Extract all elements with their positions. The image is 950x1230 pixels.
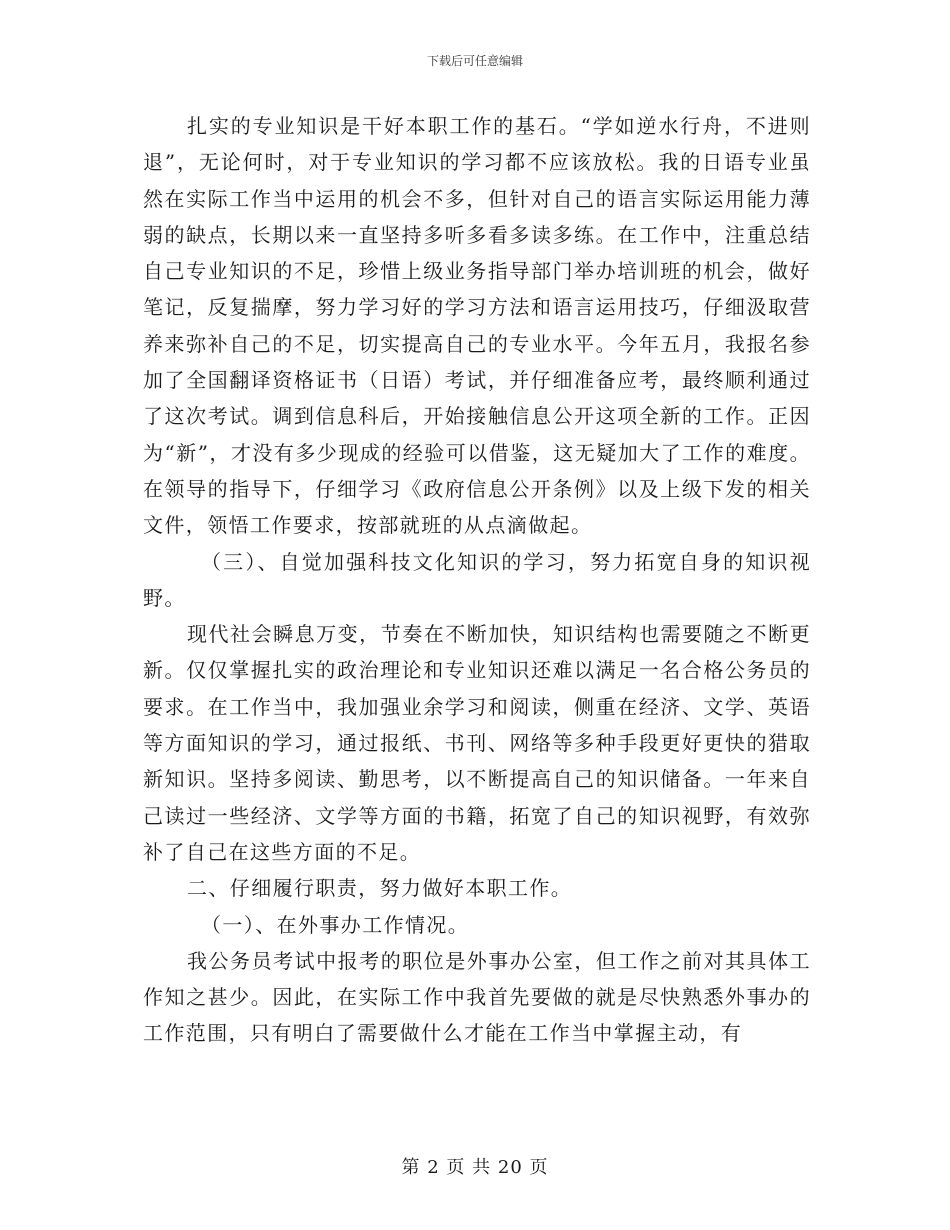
current-page-number: 2 [427,1157,440,1178]
paragraph-civil-service-exam: 我公务员考试中报考的职位是外事办公室，但工作之前对其具体工作知之甚少。因此，在实际工作中我首先要做的就是尽快熟悉外事办的工作范围，只有明白了需要做什么才能在工作当中掌握主动，有 [143,948,811,1046]
heading-perform-duties: 二、仔细履行职责，努力做好本职工作。 [187,876,573,901]
subheading-science-culture: （三）、自觉加强科技文化知识的学习，努力拓宽自身的知识视野。 [143,549,811,610]
total-page-count: 20 [497,1157,523,1178]
footer-prefix: 第 [401,1157,421,1178]
paragraph-professional-knowledge: 扎实的专业知识是干好本职工作的基石。“学如逆水行舟，不进则退”，无论何时，对于专业知识的学习都不应该放松。我的日语专业虽然在实际工作当中运用的机会不多，但针对自己的语言实际运用能力薄弱的缺点，长期以来一直坚持多听多看多读多练。在工作中，注重总结自己专业知识的不足，珍惜上级业务指导部门举办培训班的机会，做好笔记，反复揣摩，努力学习好的学习方法和语言运用技巧，仔细汲取营养来弥补自己的不足，切实提高自己的专业水平。今年五月，我报名参加了全国翻译资格证书（日语）考试，并仔细准备应考，最终顺利通过了这次考试。调到信息科后，开始接触信息公开这项全新的工作。正因为“新”，才没有多少现成的经验可以借鉴，这无疑加大了工作的难度。在领导的指导下，仔细学习《政府信息公开条例》以及上级下发的相关文件，领悟工作要求，按部就班的从点滴做起。 [143,114,811,538]
paragraph-modern-society: 现代社会瞬息万变，节奏在不断加快，知识结构也需要随之不断更新。仅仅掌握扎实的政治理论和专业知识还难以满足一名合格公务员的要求。在工作当中，我加强业余学习和阅读，侧重在经济、文学、英语等方面知识的学习，通过报纸、书刊、网络等多种手段更好更快的猎取新知识。坚持多阅读、勤思考，以不断提高自己的知识储备。一年来自己读过一些经济、文学等方面的书籍，拓宽了自己的知识视野，有效弥补了自己在这些方面的不足。 [143,622,811,864]
page-header: 下载后可任意编辑 [426,54,523,68]
document-body [143,108,811,1052]
subheading-foreign-affairs: （一）、在外事办工作情况。 [201,912,470,937]
footer-suffix: 页 [529,1157,549,1178]
page-footer [0,1153,950,1179]
footer-middle: 页 共 [446,1157,492,1178]
